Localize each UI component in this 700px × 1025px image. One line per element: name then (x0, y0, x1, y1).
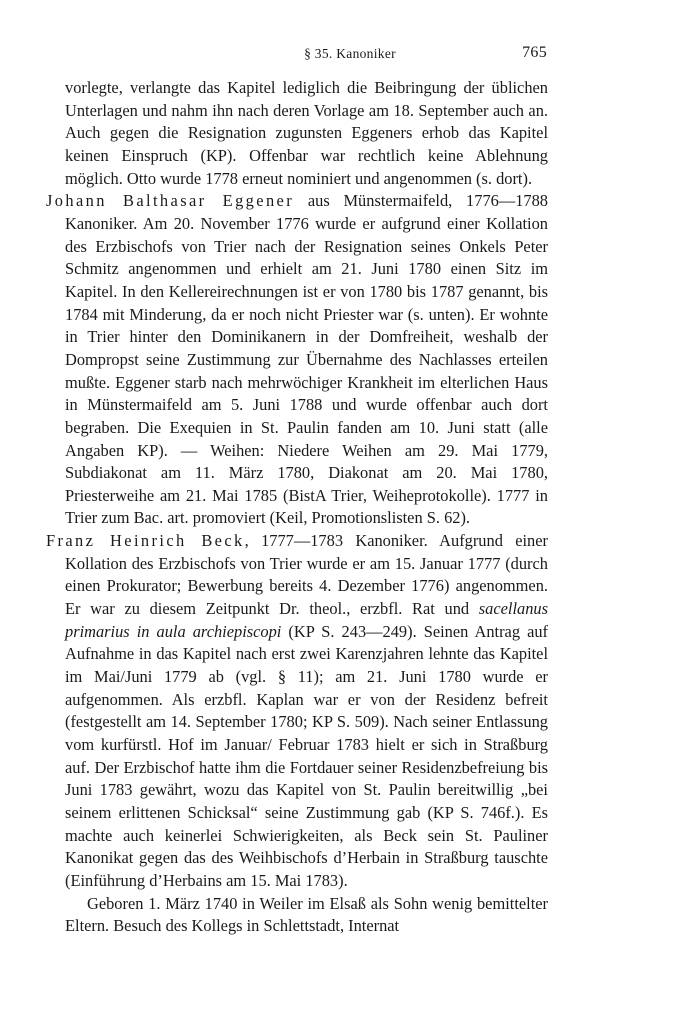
running-head (0, 44, 700, 64)
paragraph-continuation: vorlegte, verlangte das Kapitel lediglich die Beibringung der üblichen Unterlagen und nahm ihn nach deren Vorlage am 18. September auch an. Auch gegen die Resignation zugunsten Eggeners erhob das Kapitel keinen Einspruch (KP). Offenbar war rechtlich keine Ablehnung möglich. Otto wurde 1778 erneut nominiert und angenommen (s. dort). (65, 78, 548, 188)
entry-text-eggener: aus Münstermaifeld, 1776—1788 Kanoniker. Am 20. November 1776 wurde er aufgrund einer Kollation des Erzbischofs von Trier nach der Resignation seines Onkels Peter Schmitz angenommen und erhielt am 21. Juni 1780 einen Sitz im Kapitel. In den Kellereirechnungen ist er von 1780 bis 1787 genannt, bis 1784 mit Minderung, da er noch nicht Priester war (s. unten). Er wohnte in Trier hinter den Dominikanern in der Domfreiheit, weshalb der Dompropst seine Zustimmung zur Übernahme des Nachlasses erteilen mußte. Eggener starb nach mehrwöchiger Krankheit im elterlichen Haus in Münstermaifeld am 5. Juni 1788 und wurde offenbar auch dort begraben. Die Exequien in St. Paulin fanden am 10. Juni statt (alle Angaben KP). — Weihen: Niedere Weihen am 29. Mai 1779, Subdiakonat am 11. März 1780, Diakonat am 20. Mai 1780, Priesterweihe am 21. Mai 1785 (BistA Trier, Weiheprotokolle). 1777 in Trier zum Bac. art. promoviert (Keil, Promotionslisten S. 62). (65, 191, 549, 528)
entry-text-beck-1: , 1777—1783 Kanoniker. Aufgrund einer Kollation des Erzbischofs von Trier wurde er am 15. Januar 1777 (durch einen Prokurator; Bewerbung bereits 4. Dezember 1776) angenommen. Er war zu diesem Zeitpunkt Dr. theol., erzbfl. Rat und (65, 531, 548, 619)
paragraph-biography: Geboren 1. März 1740 in Weiler im Elsaß als Sohn wenig bemittelter Eltern. Besuch des Kollegs in Schlettstadt, Internat (65, 893, 548, 936)
entry-name-eggener: Johann Balthasar Eggener (46, 191, 295, 211)
entry-text-beck-italic: sacellanus primarius in aula archiepiscopi (65, 599, 548, 641)
entry-text-beck-2: (KP S. 243—249). Seinen Antrag auf Aufnahme in das Kapitel nach erst zwei Karenzjahren lehnte das Kapitel im Mai/Juni 1779 ab (vgl. § 11); am 21. Juni 1780 wurde er aufgenommen. Als erzbfl. Kaplan war er von der Residenz befreit (festgestellt am 14. September 1780; KP S. 509). Nach seiner Entlassung vom kurfürstl. Hof im Januar/ Februar 1783 hielt er sich in Straßburg auf. Der Erzbischof hatte ihm die Fortdauer seiner Residenzbefreiung bis Juni 1783 gewährt, wozu das Kapitel von St. Paulin bereitwillig „bei seinem erlittenen Schicksal“ seine Zustimmung gab (KP S. 746f.). Es machte auch keinerlei Schwierigkeiten, als Beck sein St. Pauliner Kanonikat gegen das des Weihbischofs d’Herbain in Straßburg tauschte (Einführung d’Herbains am 15. Mai 1783). (65, 621, 548, 890)
entry-eggener (46, 190, 549, 530)
page-number: 765 (522, 44, 547, 61)
entry-beck (46, 530, 548, 893)
section-title: § 35. Kanoniker (304, 46, 396, 61)
entry-name-beck: Franz Heinrich Beck (46, 531, 245, 551)
body-text (46, 77, 549, 938)
